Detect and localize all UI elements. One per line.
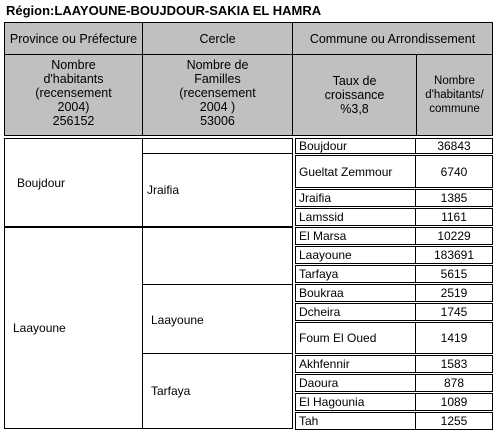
cercle-jraifia: Jraifia bbox=[147, 183, 180, 197]
header-cercle bbox=[142, 22, 293, 55]
header-familles bbox=[142, 54, 293, 136]
commune-population: 183691 bbox=[415, 246, 493, 264]
commune-name: Jraifia bbox=[295, 189, 416, 207]
commune-name: El Marsa bbox=[295, 227, 416, 245]
header-commune-habitants-label: Nombre d'habitants/ commune bbox=[425, 75, 484, 115]
cercle-cell-blank bbox=[142, 227, 293, 285]
commune-name: Gueltat Zemmour bbox=[295, 155, 416, 188]
header-habitants-value: 256152 bbox=[52, 114, 95, 128]
commune-name: El Hagounia bbox=[295, 393, 416, 411]
commune-name: Tarfaya bbox=[295, 265, 416, 283]
header-province-label: Province ou Préfecture bbox=[9, 31, 138, 46]
commune-name: Foum El Oued bbox=[295, 322, 416, 354]
commune-name: Akhfennir bbox=[295, 355, 416, 373]
header-taux-label: Taux de croissance %3,8 bbox=[324, 74, 385, 116]
province-laayoune: Laayoune bbox=[13, 321, 66, 335]
header-commune bbox=[292, 22, 493, 55]
header-familles-value: 53006 bbox=[200, 114, 235, 128]
cercle-tarfaya: Tarfaya bbox=[151, 384, 191, 398]
commune-population: 1161 bbox=[415, 208, 493, 226]
header-commune-habitants bbox=[416, 54, 493, 136]
header-taux bbox=[292, 54, 417, 136]
commune-name: Daoura bbox=[295, 374, 416, 392]
commune-population: 5615 bbox=[415, 265, 493, 283]
header-familles-label: Nombre de Familles (recensement 2004 ) bbox=[179, 58, 256, 114]
commune-population: 36843 bbox=[415, 138, 493, 154]
header-cercle-label: Cercle bbox=[199, 31, 236, 46]
commune-population: 6740 bbox=[415, 155, 493, 188]
commune-name: Boukraa bbox=[295, 284, 416, 302]
commune-population: 1255 bbox=[415, 412, 493, 430]
cercle-laayoune: Laayoune bbox=[151, 313, 204, 327]
commune-population: 878 bbox=[415, 374, 493, 392]
commune-name: Dcheira bbox=[295, 303, 416, 321]
commune-population: 10229 bbox=[415, 227, 493, 245]
commune-name: Boujdour bbox=[295, 138, 416, 154]
header-province bbox=[4, 22, 143, 55]
commune-name: Lamssid bbox=[295, 208, 416, 226]
province-boujdour: Boujdour bbox=[17, 176, 66, 190]
commune-population: 1385 bbox=[415, 189, 493, 207]
commune-name: Tah bbox=[295, 412, 416, 430]
commune-population: 1419 bbox=[415, 322, 493, 354]
region-title: Région:LAAYOUNE-BOUJDOUR-SAKIA EL HAMRA bbox=[6, 3, 322, 18]
commune-population: 1745 bbox=[415, 303, 493, 321]
commune-population: 2519 bbox=[415, 284, 493, 302]
commune-name: Laayoune bbox=[295, 246, 416, 264]
commune-population: 1583 bbox=[415, 355, 493, 373]
header-habitants bbox=[4, 54, 143, 136]
header-commune-label: Commune ou Arrondissement bbox=[309, 31, 476, 46]
commune-population: 1089 bbox=[415, 393, 493, 411]
header-habitants-label: Nombre d'habitants (recensement 2004) bbox=[35, 58, 112, 114]
cercle-cell-blank bbox=[142, 138, 293, 154]
